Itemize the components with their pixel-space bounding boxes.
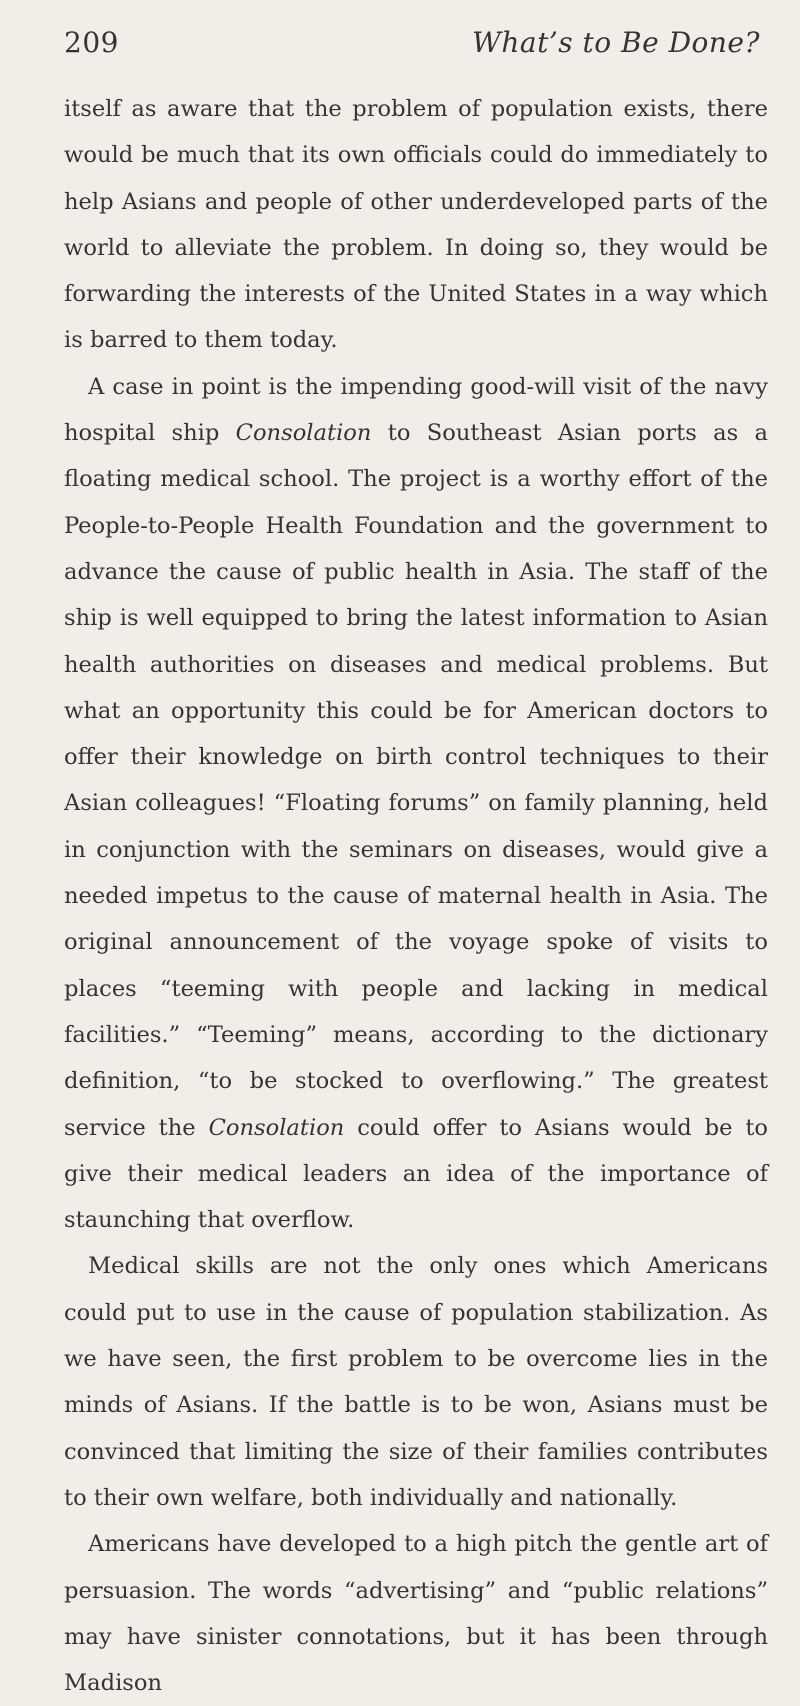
ship-name: Consolation bbox=[208, 1114, 345, 1141]
paragraph-1: itself as aware that the problem of population exists, there would be much that its own officials could do immediately to help Asians and people of other underdeveloped parts of the world to alleviate the problem. In doing so, they would be forwarding the interests of the United States in a way which is barred to them today. bbox=[64, 96, 768, 354]
running-head: What’s to Be Done? bbox=[472, 26, 760, 59]
page-number: 209 bbox=[64, 26, 119, 59]
body-text bbox=[64, 86, 768, 1706]
paragraph-2: A case in point is the impending good-will visit of the navy hospital ship Consolation to Southeast Asian ports as a floating medical school. The project is a worthy effort of the People-to-People Health Foundation and the government to advance the cause of public health in Asia. The staff of the ship is well equipped to bring the latest information to Asian health authorities on diseases and medical problems. But what an opportunity this could be for American doctors to offer their knowledge on birth control techniques to their Asian colleagues! “Floating forums” on family planning, held in conjunction with the seminars on diseases, would give a needed impetus to the cause of maternal health in Asia. The original announcement of the voyage spoke of visits to places “teeming with people and lacking in medical facilities.” “Teeming” means, according to the dictionary definition, “to be stocked to overflowing.” The greatest service the Consolation could offer to Asians would be to give their medical leaders an idea of the importance of staunching that overflow. bbox=[64, 373, 768, 1234]
paragraph-3: Medical skills are not the only ones which Americans could put to use in the cause of population stabilization. As we have seen, the first problem to be overcome lies in the minds of Asians. If the battle is to be won, Asians must be convinced that limiting the size of their families contributes to their own welfare, both individually and nationally. bbox=[64, 1253, 768, 1511]
page-header bbox=[64, 26, 768, 86]
paragraph-4: Americans have developed to a high pitch the gentle art of persuasion. The words “advertising” and “public relations” may have sinister connotations, but it has been through Madison bbox=[64, 1531, 768, 1697]
ship-name: Consolation bbox=[235, 420, 372, 447]
